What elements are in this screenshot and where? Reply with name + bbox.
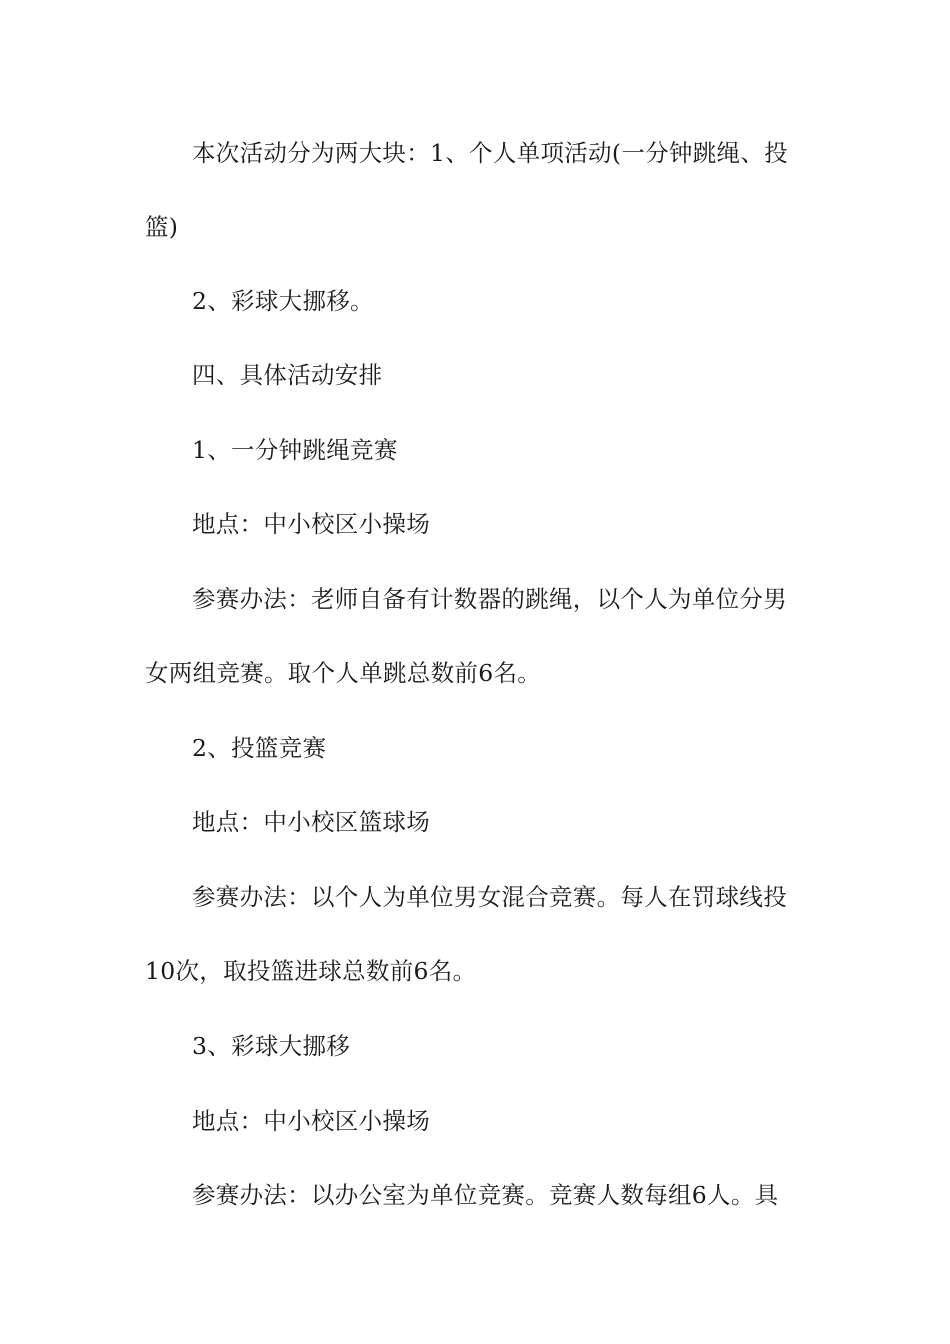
- item-heading-shooting: 2、投篮竞赛: [192, 734, 327, 762]
- jump-rope-rules: 参赛办法：老师自备有计数器的跳绳，以个人为单位分男: [192, 585, 787, 613]
- shooting-rules-continued: 10次，取投篮进球总数前6名。: [145, 957, 477, 985]
- jump-rope-location: 地点：中小校区小操场: [192, 510, 430, 538]
- paragraph-second-activity: 2、彩球大挪移。: [192, 287, 374, 315]
- section-heading-arrangements: 四、具体活动安排: [192, 361, 383, 389]
- item-heading-ball-transfer: 3、彩球大挪移: [192, 1032, 351, 1060]
- ball-transfer-location: 地点：中小校区小操场: [192, 1107, 430, 1135]
- item-heading-jump-rope: 1、一分钟跳绳竞赛: [192, 436, 398, 464]
- ball-transfer-rules: 参赛办法：以办公室为单位竞赛。竞赛人数每组6人。具: [192, 1181, 779, 1209]
- paragraph-activity-overview-continued: 篮): [145, 213, 179, 241]
- paragraph-activity-overview: 本次活动分为两大块：1、个人单项活动(一分钟跳绳、投: [192, 139, 788, 167]
- jump-rope-rules-continued: 女两组竞赛。取个人单跳总数前6名。: [145, 659, 542, 687]
- shooting-rules: 参赛办法：以个人为单位男女混合竞赛。每人在罚球线投: [192, 883, 787, 911]
- shooting-location: 地点：中小校区篮球场: [192, 808, 430, 836]
